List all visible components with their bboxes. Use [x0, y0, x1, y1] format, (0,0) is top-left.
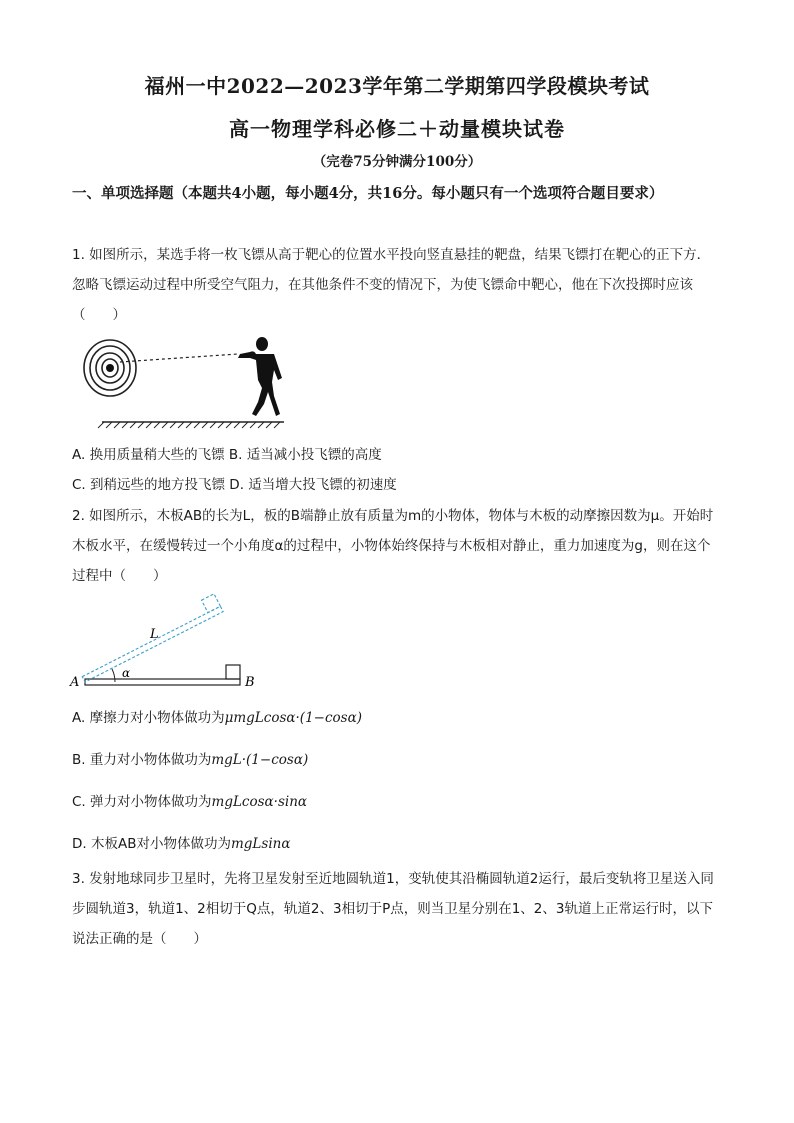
label-alpha: α — [122, 666, 131, 680]
q2-option-c — [72, 790, 307, 810]
q2-option-a-formula: μmgLcosα·(1−cosα) — [224, 710, 362, 726]
q1-option-ab: A. 换用质量稍大些的飞镖 B. 适当减小投飞镖的高度 — [72, 447, 382, 463]
label-a: A — [70, 675, 80, 690]
question-2-stem: 2. 如图所示，木板AB的长为L，板的B端静止放有质量为m的小物体，物体与木板的动摩擦因数为μ。开始时木板水平，在缓慢转过一个小角度α的过程中，小物体始终保持与木板相对静止，重力加速度为g，则在这个过程中（ ） — [72, 508, 714, 584]
question-3-stem: 3. 发射地球同步卫星时，先将卫星发射至近地圆轨道1，变轨使其沿椭圆轨道2运行，最后变轨将卫星送入同步圆轨道3，轨道1、2相切于Q点，轨道2、3相切于P点，则当卫星分别在1、2、3轨道上正常运行时，以下说法正确的是（ ） — [72, 871, 714, 947]
q2-option-c-text: C. 弹力对小物体做功为 — [72, 794, 212, 810]
q2-option-b — [72, 748, 308, 768]
block-at-b — [226, 665, 240, 679]
q1-option-cd: C. 到稍远些的地方投飞镖 D. 适当增大投飞镖的初速度 — [72, 477, 397, 493]
exam-subject-title: 高一物理学科必修二＋动量模块试卷 — [229, 117, 565, 141]
q2-option-d-formula: mgLsinα — [230, 836, 291, 852]
q2-option-a-text: A. 摩擦力对小物体做功为 — [72, 710, 225, 726]
q2-option-d — [72, 832, 290, 852]
q2-option-a — [72, 706, 362, 726]
angle-arc — [112, 669, 115, 682]
dart-trajectory-line — [120, 354, 238, 362]
thrower-silhouette — [238, 337, 282, 416]
exam-duration-note: （完卷75分钟满分100分） — [312, 154, 482, 170]
dart-board-figure — [72, 330, 292, 430]
section-heading: 一、单项选择题（本题共4小题，每小题4分，共16分。每小题只有一个选项符合题目要求） — [72, 185, 664, 202]
q2-option-d-text: D. 木板AB对小物体做功为 — [72, 836, 231, 852]
label-l: L — [150, 627, 159, 642]
incline-board-figure — [70, 598, 270, 694]
target-board — [84, 340, 136, 396]
q2-option-b-text: B. 重力对小物体做功为 — [72, 752, 212, 768]
ground-hatching — [98, 422, 280, 428]
board-ab — [85, 679, 240, 685]
q2-option-c-formula: mgLcosα·sinα — [211, 794, 308, 810]
q2-option-b-formula: mgL·(1−cosα) — [211, 752, 309, 768]
question-1-stem: 1. 如图所示，某选手将一枚飞镖从高于靶心的位置水平投向竖直悬挂的靶盘，结果飞镖打在靶心的正下方．忽略飞镖运动过程中所受空气阻力，在其他条件不变的情况下，为使飞镖命中靶心，他在下次投掷时应该（ ） — [72, 247, 711, 323]
exam-title: 福州一中2022—2023学年第二学期第四学段模块考试 — [144, 74, 650, 98]
label-b: B — [245, 675, 255, 690]
